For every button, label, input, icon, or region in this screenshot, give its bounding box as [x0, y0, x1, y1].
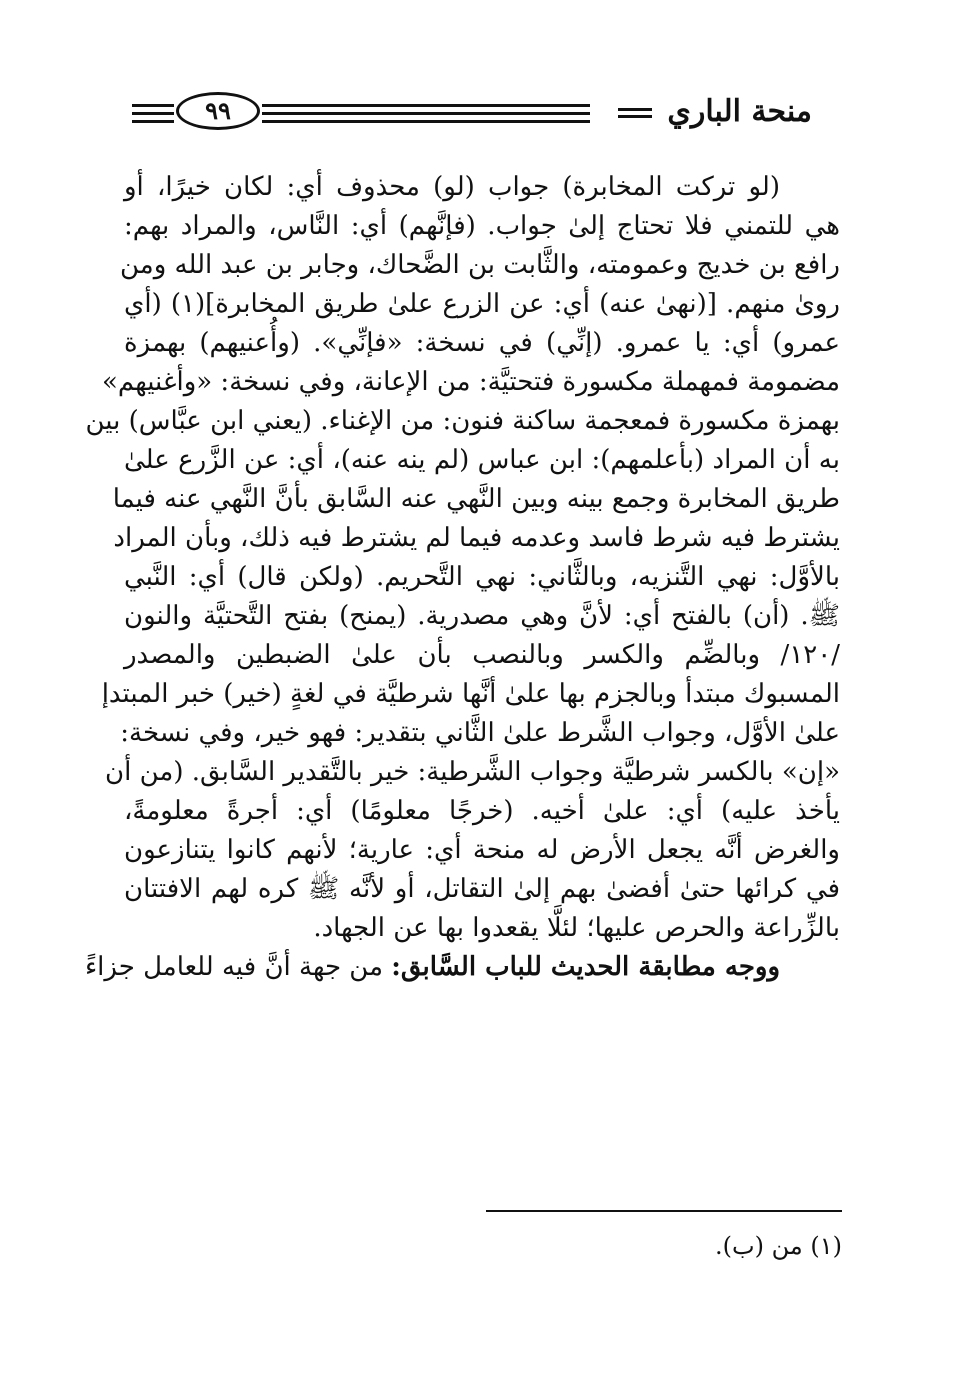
text-line: والغرض أنَّه يجعل الأرض له منحة أي: عارية؛ لأنهم كانوا يتنازعون — [124, 835, 840, 865]
text-line: يشترط فيه شرط فاسد وعدمه فيما لم يشترط فيه ذلك، وبأن المراد — [113, 523, 840, 553]
header-rule-left-top — [132, 104, 174, 107]
body-text — [84, 168, 840, 987]
text-line: (لو تركت المخابرة) جواب (لو) محذوف أي: لكان خيرًا، أو — [124, 172, 780, 202]
header-rule-right-lower — [618, 115, 652, 118]
page-number: ٩٩ — [176, 92, 260, 130]
text-line: /١٢٠/ وبالضِّم والكسر وبالنصب بأن علىٰ الضبطين والمصدر — [124, 640, 840, 670]
text-line: مضمومة فمهملة مكسورة فتحتيَّة: من الإعانة، وفي نسخة: «وأغنيهم» — [102, 367, 840, 397]
text-line: علىٰ الأوَّل، وجواب الشَّرط علىٰ الثَّاني بتقدير: فهو خير، وفي نسخة: — [120, 718, 840, 748]
footnote: (١) من (ب). — [715, 1232, 842, 1260]
header-rule-middle-bottom — [262, 120, 590, 123]
header-rule-middle-top — [262, 104, 590, 107]
footnote-divider — [486, 1210, 842, 1212]
text-line: في كرائها حتىٰ أفضىٰ بهم إلىٰ التقاتل، أو لأنَّه ﷺ كره لهم الافتتان — [124, 874, 840, 904]
text-line: هي للتمني فلا تحتاج إلىٰ جواب. (فإنَّهم) أي: النَّاس، والمراد بهم: — [124, 211, 840, 241]
text-line: بالزِّراعة والحرص عليها؛ لئلَّا يقعدوا بها عن الجهاد. — [313, 913, 840, 943]
text-line: بهمزة مكسورة فمعجمة ساكنة فنون: من الإغناء. (يعني ابن عبَّاس) بين — [85, 406, 840, 436]
text-line: عمرو) أي: يا عمرو. (إنِّي) في نسخة: «فإنِّي». (وأُعنيهم) بهمزة — [124, 328, 840, 358]
text-line: طريق المخابرة وجمع بينه وبين النَّهي عنه السَّابق بأنَّ النَّهي عنه فيما — [112, 484, 840, 514]
header-rule-left-bottom — [132, 120, 174, 123]
header-rule-middle — [262, 112, 590, 115]
closing-text: من جهة أنَّ فيه للعامل جزاءً — [84, 952, 392, 982]
text-line: بالأوَّل: نهي التَّنزيه، وبالثَّاني: نهي التَّحريم. (ولكن قال) أي: النَّبي — [124, 562, 840, 592]
book-title: منحة الباري — [667, 94, 812, 129]
text-line: «إن» بالكسر شرطيَّة وجواب الشَّرطية: خير بالتَّقدير السَّابق. (من أن — [105, 757, 840, 787]
header-rule-right — [618, 108, 652, 111]
text-line: المسبوك مبتدأ وبالجزم بها علىٰ أنَّها شرطيَّة في لغةٍ (خير) خبر المبتدإ — [101, 679, 840, 709]
section-heading: ووجه مطابقة الحديث للباب السَّابق: — [391, 952, 780, 982]
page-header — [132, 90, 812, 140]
closing-line — [84, 948, 840, 987]
text-line: روىٰ منهم. [(نهىٰ عنه) أي: عن الزرع علىٰ طريق المخابرة](١) (أي — [124, 289, 840, 319]
text-line: رافع بن خديج وعمومته، والثَّابت بن الضَّحاك، وجابر بن عبد الله ومن — [120, 250, 840, 280]
text-line: به أن المراد (بأعلمهم): ابن عباس (لم ينه عنه)، أي: عن الزَّرع علىٰ — [124, 445, 840, 475]
header-rule-left — [132, 112, 174, 115]
text-line: ﷺ. (أن) بالفتح أي: لأنَّ وهي مصدرية. (يمنح) بفتح التَّحتيَّة والنون — [124, 601, 840, 631]
text-line: يأخذ عليه) أي: علىٰ أخيه. (خرجًا معلومًا) أي: أجرةً معلومةً، — [124, 796, 840, 826]
